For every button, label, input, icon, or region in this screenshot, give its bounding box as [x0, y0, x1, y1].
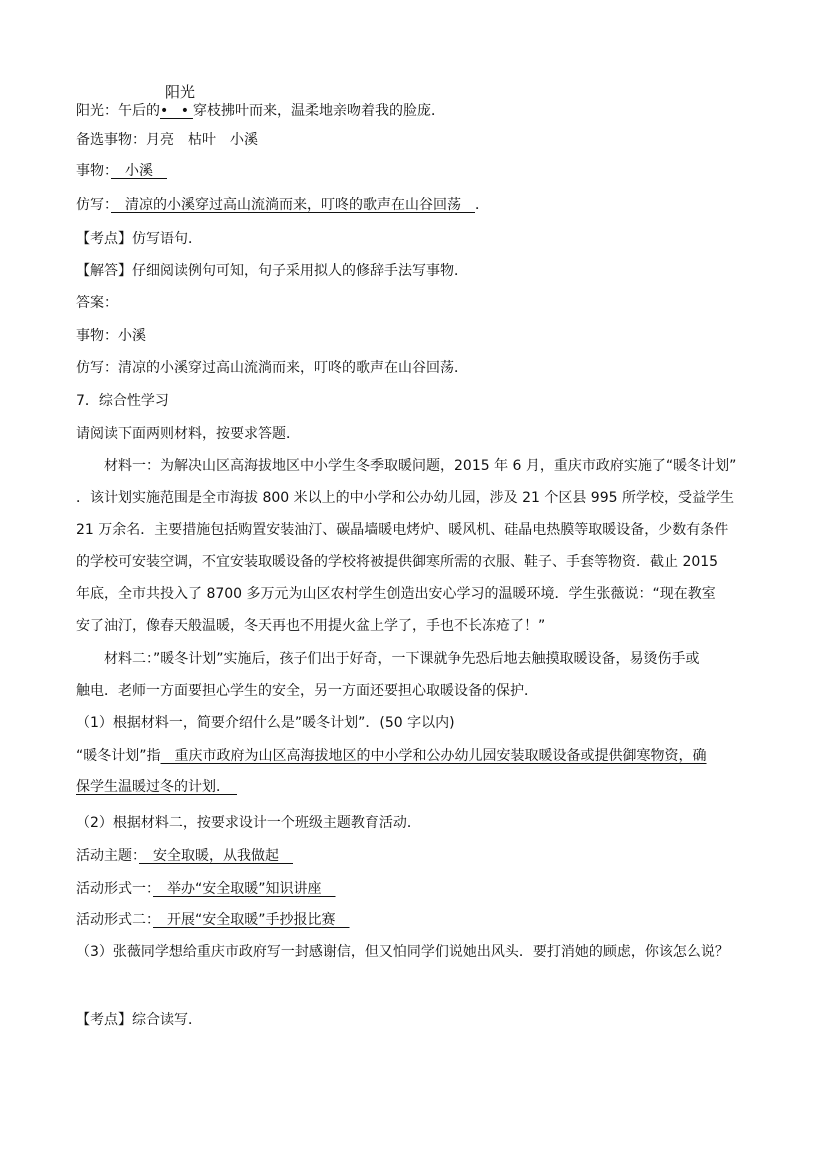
- thing-line: [76, 161, 167, 181]
- example-prefix: 阳光：午后的: [76, 103, 160, 119]
- form2-answer: 开展“安全取暖”手抄报比赛: [153, 912, 350, 928]
- example-sentence: [76, 101, 445, 121]
- imitate-end: ．: [475, 197, 489, 213]
- imitate-answer: 清凉的小溪穿过高山流淌而来，叮咚的歌声在山谷回荡: [111, 197, 475, 213]
- q1-prefix: “暖冬计划”指: [76, 748, 161, 764]
- q1-answer-line2: [76, 777, 237, 797]
- kaodian-1: 【考点】仿写语句．: [76, 231, 202, 247]
- material1-line: 21 万余名．主要措施包括购置安装油汀、碳晶墙暖电烤炉、暖风机、硅晶电热膜等取暖设备，少数有条件: [76, 522, 729, 538]
- annotation-above-dots: 阳光: [165, 83, 196, 101]
- theme-line: [76, 846, 293, 866]
- q1-answer: 重庆市政府为山区高海拔地区的中小学和公办幼儿园安装取暖设备或提供御寒物资，确: [160, 748, 707, 764]
- kaodian-7: 【考点】综合读写．: [76, 1012, 202, 1028]
- form2-line: [76, 910, 350, 930]
- section-7-heading: 7．综合性学习: [76, 393, 169, 409]
- imitate-label: 仿写：: [76, 197, 111, 213]
- material2-line: 材料二：”暖冬计划”实施后，孩子们出于好奇，一下课就争先恐后地去触摸取暖设备，易烫伤手或: [104, 651, 700, 667]
- example-suffix: 穿枝拂叶而来，温柔地亲吻着我的脸庞．: [192, 103, 445, 119]
- question-1: （1）根据材料一，简要介绍什么是”暖冬计划”．(50 字以内): [76, 715, 455, 731]
- emphasis-dots: • •: [160, 103, 193, 119]
- form1-line: [76, 879, 336, 899]
- question-2: （2）根据材料二，按要求设计一个班级主题教育活动．: [76, 815, 421, 831]
- material1-line: ．该计划实施范围是全市海拔 800 米以上的中小学和公办幼儿园，涉及 21 个区县 995 所学校，受益学生: [76, 490, 734, 506]
- imitate-line: [76, 195, 489, 215]
- instruction: 请阅读下面两则材料，按要求答题．: [76, 426, 300, 442]
- material1-line: 材料一：为解决山区高海拔地区中小学生冬季取暖问题，2015 年 6 月，重庆市政府实施了“暖冬计划”: [104, 458, 737, 474]
- jieda-1: 【解答】仔细阅读例句可知，句子采用拟人的修辞手法写事物．: [76, 263, 468, 279]
- theme-label: 活动主题：: [76, 848, 139, 864]
- form1-answer: 举办“安全取暖”知识讲座: [153, 881, 336, 897]
- thing-answer: 小溪: [111, 163, 167, 179]
- material2-line: 触电．老师一方面要担心学生的安全，另一方面还要担心取暖设备的保护．: [76, 683, 538, 699]
- options-line: 备选事物：月亮 枯叶 小溪: [76, 132, 258, 148]
- form2-label: 活动形式二：: [76, 912, 153, 928]
- material1-line: 安了油汀，像春天般温暖，冬天再也不用提火盆上学了，手也不长冻疮了！”: [76, 618, 546, 634]
- form1-label: 活动形式一：: [76, 881, 153, 897]
- thing-label: 事物：: [76, 163, 111, 179]
- q1-answer-continued: 保学生温暖过冬的计划．: [76, 779, 237, 795]
- q1-answer-line1: [76, 746, 707, 766]
- answer-label: 答案：: [76, 295, 118, 311]
- answer-imitate: 仿写：清凉的小溪穿过高山流淌而来，叮咚的歌声在山谷回荡．: [76, 360, 468, 376]
- material1-line: 年底，全市共投入了 8700 多万元为山区农村学生创造出安心学习的温暖环境．学生张薇说：“现在教室: [76, 586, 716, 602]
- answer-thing: 事物：小溪: [76, 328, 146, 344]
- theme-answer: 安全取暖，从我做起: [139, 848, 293, 864]
- question-3: （3）张薇同学想给重庆市政府写一封感谢信，但又怕同学们说她出风头．要打消她的顾虑，你该怎么说？: [76, 944, 729, 960]
- material1-line: 的学校可安装空调，不宜安装取暖设备的学校将被提供御寒所需的衣服、鞋子、手套等物资．截止 2015: [76, 554, 719, 570]
